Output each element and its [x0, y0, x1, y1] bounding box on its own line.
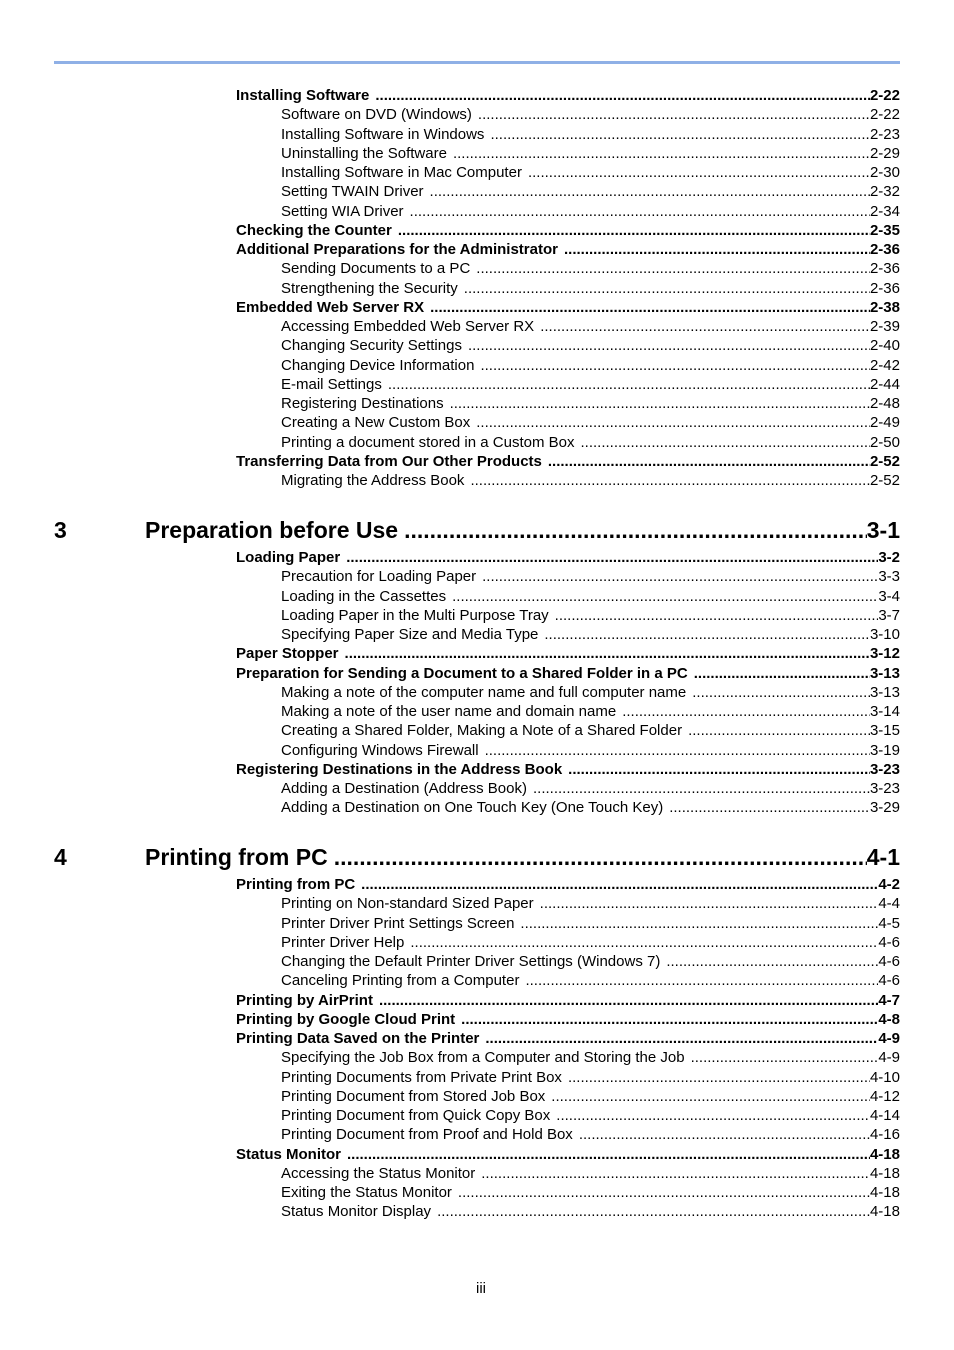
- leader-dots: [562, 1068, 870, 1088]
- leader-dots: [562, 760, 870, 780]
- entry-title: Precaution for Loading Paper: [281, 568, 477, 586]
- toc-entry-subsection[interactable]: [281, 163, 900, 183]
- chapter-number: 3: [54, 517, 67, 543]
- entry-page: 3-19: [869, 741, 900, 759]
- entry-title: Adding a Destination on One Touch Key (One Touch Key): [281, 799, 664, 817]
- entry-title: Additional Preparations for the Administrator: [236, 241, 558, 258]
- leader-dots: [686, 683, 870, 703]
- entry-page: 2-36: [869, 260, 900, 278]
- entry-page: 2-36: [869, 241, 900, 258]
- entry-title: Setting WIA Driver: [281, 202, 404, 220]
- entry-title: Loading Paper in the Multi Purpose Tray: [281, 606, 549, 624]
- chapter-page: 4-1: [866, 844, 900, 870]
- entry-title: Printing by Google Cloud Print: [236, 1010, 456, 1028]
- toc-entry-section[interactable]: [236, 760, 900, 780]
- entry-page: 4-18: [869, 1184, 900, 1201]
- entry-page: 4-16: [869, 1126, 900, 1144]
- entry-title: Installing Software: [236, 87, 370, 104]
- toc-entry-section[interactable]: [236, 221, 900, 241]
- entry-page: 2-32: [869, 183, 900, 201]
- leader-dots: [534, 894, 879, 914]
- toc-entry-subsection[interactable]: [281, 433, 900, 453]
- leader-dots: [464, 471, 870, 491]
- leader-dots: [522, 163, 870, 183]
- chapter-3-heading[interactable]: [54, 515, 900, 545]
- entry-title: Printer Driver Help: [281, 933, 405, 951]
- entry-page: 2-22: [869, 87, 900, 104]
- entry-title: Canceling Printing from a Computer: [281, 972, 520, 990]
- toc-entry-subsection[interactable]: [281, 721, 900, 741]
- chapter-4-heading[interactable]: [54, 842, 900, 872]
- leader-dots: [404, 933, 878, 953]
- entry-page: 3-12: [869, 645, 900, 663]
- entry-page: 3-13: [869, 664, 900, 682]
- leader-dots: [484, 125, 870, 145]
- entry-page: 3-2: [878, 549, 900, 566]
- leader-dots: [424, 182, 870, 202]
- leader-dots: [369, 86, 870, 106]
- entry-title: Printing Data Saved on the Printer: [236, 1030, 480, 1047]
- entry-page: 4-8: [878, 1010, 900, 1028]
- entry-title: Strengthening the Security: [281, 279, 458, 297]
- leader-dots: [558, 240, 870, 260]
- toc-entry-section[interactable]: [236, 298, 900, 318]
- toc-entry-subsection[interactable]: [281, 971, 900, 991]
- entry-page: 4-18: [869, 1203, 900, 1221]
- entry-title: Printing from PC: [236, 876, 356, 893]
- entry-title: Setting TWAIN Driver: [281, 183, 424, 201]
- entry-page: 2-35: [869, 221, 900, 239]
- entry-title: Loading Paper: [236, 549, 341, 566]
- leader-dots: [398, 515, 867, 545]
- leader-dots: [660, 952, 878, 972]
- entry-page: 4-18: [869, 1164, 900, 1182]
- toc-entry-subsection[interactable]: [281, 471, 900, 491]
- entry-page: 2-23: [869, 125, 900, 143]
- toc-entry-subsection[interactable]: [281, 1183, 900, 1203]
- entry-page: 3-13: [869, 683, 900, 701]
- leader-dots: [474, 356, 870, 376]
- chapter-title: Printing from PC: [145, 844, 328, 870]
- entry-title: Exiting the Status Monitor: [281, 1184, 452, 1201]
- entry-title: Printing Documents from Private Print Box: [281, 1068, 562, 1086]
- entry-title: Creating a Shared Folder, Making a Note of a Shared Folder: [281, 722, 683, 740]
- leader-dots: [550, 1106, 870, 1126]
- entry-title: Specifying Paper Size and Media Type: [281, 626, 539, 643]
- leader-dots: [455, 1010, 878, 1030]
- entry-page: 3-15: [869, 722, 900, 740]
- toc-entry-subsection[interactable]: [281, 741, 900, 761]
- toc-entry-subsection[interactable]: [281, 1106, 900, 1126]
- entry-title: Paper Stopper: [236, 645, 339, 663]
- toc-entry-section[interactable]: [236, 452, 900, 472]
- leader-dots: [340, 548, 878, 568]
- entry-title: Making a note of the computer name and full computer name: [281, 683, 687, 701]
- toc-entry-subsection[interactable]: [281, 375, 900, 395]
- entry-title: Installing Software in Windows: [281, 125, 485, 143]
- leader-dots: [663, 798, 870, 818]
- toc-entry-subsection[interactable]: [281, 1048, 900, 1068]
- entry-page: 4-4: [878, 895, 900, 913]
- leader-dots: [446, 587, 878, 607]
- toc-entry-subsection[interactable]: [281, 1087, 900, 1107]
- leader-dots: [534, 317, 870, 337]
- entry-title: Status Monitor Display: [281, 1203, 432, 1221]
- entry-title: Loading in the Cassettes: [281, 587, 447, 605]
- toc-entry-subsection[interactable]: [281, 779, 900, 799]
- leader-dots: [424, 298, 870, 318]
- entry-page: 2-50: [869, 433, 900, 451]
- entry-title: Changing the Default Printer Driver Settings (Windows 7): [281, 953, 661, 970]
- entry-title: Configuring Windows Firewall: [281, 741, 479, 759]
- entry-title: E-mail Settings: [281, 375, 382, 393]
- toc-entry-subsection[interactable]: [281, 933, 900, 953]
- entry-title: Migrating the Address Book: [281, 472, 465, 489]
- entry-page: 4-6: [878, 933, 900, 951]
- toc-entry-subsection[interactable]: [281, 952, 900, 972]
- entry-page: 4-18: [869, 1145, 900, 1163]
- leader-dots: [685, 1048, 879, 1068]
- toc-entry-section[interactable]: [236, 1029, 900, 1049]
- entry-title: Registering Destinations: [281, 395, 444, 412]
- leader-dots: [447, 144, 870, 164]
- entry-page: 2-48: [869, 395, 900, 412]
- entry-title: Uninstalling the Software: [281, 144, 447, 162]
- entry-page: 4-12: [869, 1087, 900, 1105]
- entry-title: Accessing the Status Monitor: [281, 1164, 476, 1182]
- toc-entry-subsection[interactable]: [281, 606, 900, 626]
- entry-page: 2-36: [869, 279, 900, 297]
- toc-entry-subsection[interactable]: [281, 356, 900, 376]
- leader-dots: [472, 105, 870, 125]
- entry-title: Embedded Web Server RX: [236, 298, 425, 316]
- leader-dots: [549, 606, 879, 626]
- toc-entry-subsection[interactable]: [281, 317, 900, 337]
- entry-title: Printing Document from Quick Copy Box: [281, 1107, 551, 1124]
- toc-entry-section[interactable]: [236, 875, 900, 895]
- entry-title: Installing Software in Mac Computer: [281, 164, 522, 181]
- leader-dots: [519, 971, 878, 991]
- toc-entry-subsection[interactable]: [281, 105, 900, 125]
- entry-title: Printing Document from Proof and Hold Box: [281, 1126, 573, 1144]
- leader-dots: [355, 875, 878, 895]
- entry-page: 2-49: [869, 414, 900, 432]
- toc-entry-subsection[interactable]: [281, 1068, 900, 1088]
- leader-dots: [542, 452, 870, 472]
- entry-page: 2-22: [869, 106, 900, 124]
- entry-title: Printer Driver Print Settings Screen: [281, 914, 515, 932]
- toc-entry-subsection[interactable]: [281, 702, 900, 722]
- chapter-number: 4: [54, 844, 67, 870]
- entry-page: 2-34: [869, 202, 900, 220]
- entry-page: 4-6: [878, 953, 900, 970]
- entry-page: 2-30: [869, 164, 900, 181]
- entry-title: Adding a Destination (Address Book): [281, 780, 527, 797]
- entry-page: 3-4: [878, 587, 900, 605]
- toc-entry-subsection[interactable]: [281, 144, 900, 164]
- toc-entry-subsection[interactable]: [281, 336, 900, 356]
- toc-entry-subsection[interactable]: [281, 394, 900, 414]
- toc-entry-subsection[interactable]: [281, 413, 900, 433]
- toc-entry-subsection[interactable]: [281, 587, 900, 607]
- leader-dots: [479, 1029, 878, 1049]
- entry-page: 3-29: [869, 799, 900, 817]
- chapter-title: Preparation before Use: [145, 517, 399, 543]
- entry-page: 4-2: [878, 876, 900, 893]
- entry-page: 4-9: [878, 1049, 900, 1067]
- toc-entry-section[interactable]: [236, 1010, 900, 1030]
- toc-entry-subsection[interactable]: [281, 125, 900, 145]
- entry-title: Creating a New Custom Box: [281, 414, 471, 432]
- leader-dots: [452, 1183, 870, 1203]
- toc-entry-section[interactable]: [236, 86, 900, 106]
- toc-entry-section[interactable]: [236, 664, 900, 684]
- leader-dots: [476, 567, 878, 587]
- toc-entry-subsection[interactable]: [281, 625, 900, 645]
- toc-entry-subsection[interactable]: [281, 1125, 900, 1145]
- entry-page: 2-39: [869, 318, 900, 335]
- entry-title: Printing by AirPrint: [236, 991, 373, 1009]
- toc-entry-subsection[interactable]: [281, 1164, 900, 1184]
- entry-page: 3-7: [878, 606, 900, 624]
- entry-page: 2-42: [869, 356, 900, 374]
- entry-page: 4-5: [878, 914, 900, 932]
- entry-title: Printing Document from Stored Job Box: [281, 1087, 546, 1105]
- toc-entry-section[interactable]: [236, 991, 900, 1011]
- toc-entry-section[interactable]: [236, 644, 900, 664]
- leader-dots: [616, 702, 870, 722]
- entry-title: Printing a document stored in a Custom Box: [281, 433, 575, 451]
- entry-title: Status Monitor: [236, 1145, 341, 1163]
- leader-dots: [475, 1164, 870, 1184]
- entry-page: 2-44: [869, 375, 900, 393]
- page-number: iii: [476, 1280, 486, 1297]
- entry-title: Registering Destinations in the Address Book: [236, 760, 563, 778]
- leader-dots: [573, 1125, 870, 1145]
- leader-dots: [470, 259, 870, 279]
- entry-title: Specifying the Job Box from a Computer and Storing the Job: [281, 1049, 685, 1067]
- leader-dots: [341, 1145, 870, 1165]
- leader-dots: [392, 221, 870, 241]
- entry-page: 4-10: [869, 1068, 900, 1086]
- entry-title: Sending Documents to a PC: [281, 260, 471, 278]
- toc-entry-subsection[interactable]: [281, 279, 900, 299]
- toc-entry-subsection[interactable]: [281, 567, 900, 587]
- leader-dots: [431, 1202, 870, 1222]
- leader-dots: [382, 375, 870, 395]
- toc-entry-subsection[interactable]: [281, 683, 900, 703]
- toc-entry-section[interactable]: [236, 1145, 900, 1165]
- toc-entry-subsection[interactable]: [281, 182, 900, 202]
- entry-page: 4-6: [878, 972, 900, 990]
- entry-title: Changing Device Information: [281, 356, 475, 374]
- header-rule: [54, 61, 900, 64]
- leader-dots: [404, 202, 870, 222]
- leader-dots: [538, 625, 870, 645]
- entry-page: 3-10: [869, 626, 900, 643]
- toc-entry-section[interactable]: [236, 240, 900, 260]
- entry-page: 2-52: [869, 452, 900, 470]
- entry-page: 4-7: [878, 991, 900, 1009]
- entry-page: 3-14: [869, 703, 900, 720]
- leader-dots: [514, 914, 878, 934]
- leader-dots: [479, 741, 870, 761]
- entry-page: 3-3: [878, 568, 900, 586]
- leader-dots: [444, 394, 870, 414]
- toc-entry-subsection[interactable]: [281, 914, 900, 934]
- toc-entry-subsection[interactable]: [281, 798, 900, 818]
- entry-title: Printing on Non-standard Sized Paper: [281, 895, 534, 913]
- toc-entry-subsection[interactable]: [281, 1202, 900, 1222]
- leader-dots: [470, 413, 870, 433]
- entry-title: Accessing Embedded Web Server RX: [281, 318, 535, 335]
- entry-title: Making a note of the user name and domain name: [281, 703, 617, 720]
- entry-page: 2-29: [869, 144, 900, 162]
- entry-page: 3-23: [869, 760, 900, 778]
- entry-page: 2-38: [869, 298, 900, 316]
- entry-title: Changing Security Settings: [281, 337, 462, 355]
- leader-dots: [328, 842, 867, 872]
- entry-title: Transferring Data from Our Other Products: [236, 452, 542, 470]
- entry-page: 3-23: [869, 780, 900, 797]
- leader-dots: [682, 721, 870, 741]
- leader-dots: [462, 336, 870, 356]
- chapter-page: 3-1: [866, 517, 900, 543]
- leader-dots: [339, 644, 870, 664]
- entry-title: Software on DVD (Windows): [281, 106, 472, 124]
- leader-dots: [458, 279, 870, 299]
- entry-page: 2-52: [869, 472, 900, 489]
- leader-dots: [527, 779, 870, 799]
- toc-entry-subsection[interactable]: [281, 894, 900, 914]
- leader-dots: [545, 1087, 870, 1107]
- toc-entry-subsection[interactable]: [281, 259, 900, 279]
- leader-dots: [688, 664, 870, 684]
- toc-entry-subsection[interactable]: [281, 202, 900, 222]
- leader-dots: [373, 991, 878, 1011]
- entry-page: 2-40: [869, 337, 900, 355]
- entry-title: Preparation for Sending a Document to a Shared Folder in a PC: [236, 664, 688, 682]
- toc-entry-section[interactable]: [236, 548, 900, 568]
- entry-page: 4-9: [878, 1030, 900, 1047]
- leader-dots: [574, 433, 869, 453]
- entry-page: 4-14: [869, 1107, 900, 1124]
- entry-title: Checking the Counter: [236, 221, 392, 239]
